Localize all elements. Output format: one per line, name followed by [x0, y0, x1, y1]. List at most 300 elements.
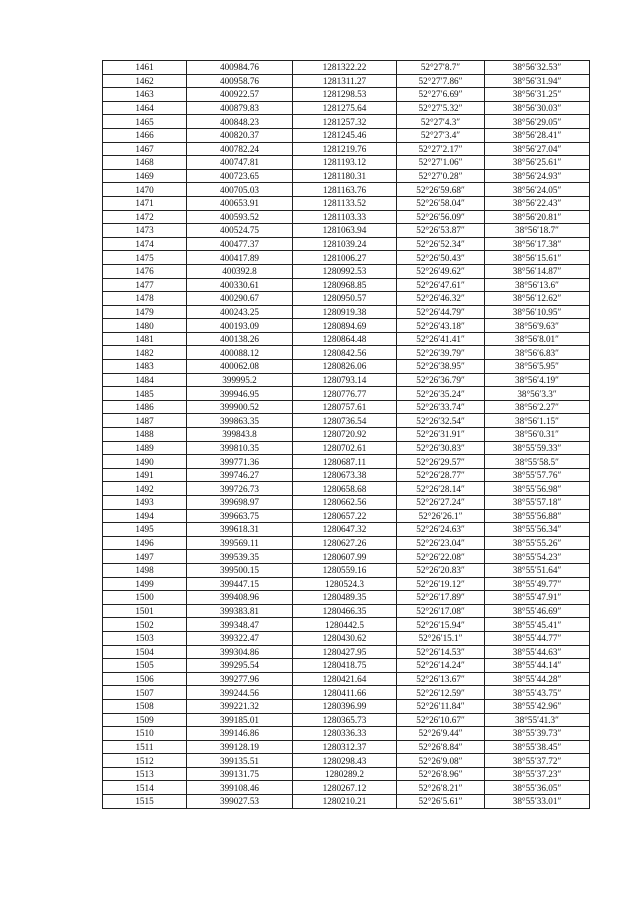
latitude-cell: 52°26′47.61″	[397, 278, 485, 292]
y-coordinate-cell: 1281219.76	[293, 142, 397, 156]
longitude-cell: 38°56′2.27″	[485, 400, 590, 414]
table-row	[103, 672, 590, 686]
point-number-cell: 1484	[103, 373, 187, 387]
point-number-cell: 1510	[103, 727, 187, 741]
longitude-cell: 38°55′56.34″	[485, 523, 590, 537]
point-number-cell: 1471	[103, 196, 187, 210]
x-coordinate-cell: 400524.75	[187, 224, 293, 238]
latitude-cell: 52°26′27.24″	[397, 496, 485, 510]
table-row	[103, 482, 590, 496]
point-number-cell: 1506	[103, 672, 187, 686]
x-coordinate-cell: 399128.19	[187, 740, 293, 754]
table-row	[103, 332, 590, 346]
latitude-cell: 52°26′5.61″	[397, 795, 485, 809]
point-number-cell: 1508	[103, 699, 187, 713]
y-coordinate-cell: 1280559.16	[293, 563, 397, 577]
latitude-cell: 52°26′8.21″	[397, 781, 485, 795]
table-row	[103, 618, 590, 632]
point-number-cell: 1514	[103, 781, 187, 795]
x-coordinate-cell: 400392.8	[187, 264, 293, 278]
point-number-cell: 1465	[103, 115, 187, 129]
latitude-cell: 52°26′44.79″	[397, 305, 485, 319]
latitude-cell: 52°26′39.79″	[397, 346, 485, 360]
table-row	[103, 767, 590, 781]
x-coordinate-cell: 399698.97	[187, 496, 293, 510]
latitude-cell: 52°26′52.34″	[397, 237, 485, 251]
x-coordinate-cell: 400723.65	[187, 169, 293, 183]
point-number-cell: 1468	[103, 156, 187, 170]
latitude-cell: 52°26′17.89″	[397, 591, 485, 605]
point-number-cell: 1483	[103, 360, 187, 374]
point-number-cell: 1462	[103, 74, 187, 88]
longitude-cell: 38°55′43.75″	[485, 686, 590, 700]
x-coordinate-cell: 399135.51	[187, 754, 293, 768]
latitude-cell: 52°26′56.09″	[397, 210, 485, 224]
longitude-cell: 38°56′28.41″	[485, 128, 590, 142]
x-coordinate-cell: 400330.61	[187, 278, 293, 292]
longitude-cell: 38°56′4.19″	[485, 373, 590, 387]
table-row	[103, 686, 590, 700]
longitude-cell: 38°56′15.61″	[485, 251, 590, 265]
longitude-cell: 38°55′55.26″	[485, 536, 590, 550]
longitude-cell: 38°56′10.95″	[485, 305, 590, 319]
longitude-cell: 38°55′47.91″	[485, 591, 590, 605]
latitude-cell: 52°27′5.32″	[397, 101, 485, 115]
point-number-cell: 1473	[103, 224, 187, 238]
table-row	[103, 550, 590, 564]
longitude-cell: 38°56′5.95″	[485, 360, 590, 374]
y-coordinate-cell: 1280418.75	[293, 659, 397, 673]
longitude-cell: 38°56′25.61″	[485, 156, 590, 170]
latitude-cell: 52°26′58.04″	[397, 196, 485, 210]
point-number-cell: 1496	[103, 536, 187, 550]
latitude-cell: 52°26′35.24″	[397, 387, 485, 401]
point-number-cell: 1511	[103, 740, 187, 754]
table-row	[103, 645, 590, 659]
x-coordinate-cell: 400193.09	[187, 319, 293, 333]
y-coordinate-cell: 1280687.11	[293, 455, 397, 469]
table-row	[103, 292, 590, 306]
x-coordinate-cell: 399027.53	[187, 795, 293, 809]
table-row	[103, 740, 590, 754]
table-row	[103, 591, 590, 605]
point-number-cell: 1504	[103, 645, 187, 659]
x-coordinate-cell: 399618.31	[187, 523, 293, 537]
latitude-cell: 52°26′53.87″	[397, 224, 485, 238]
table-row	[103, 441, 590, 455]
longitude-cell: 38°55′44.77″	[485, 631, 590, 645]
point-number-cell: 1509	[103, 713, 187, 727]
latitude-cell: 52°26′28.77″	[397, 468, 485, 482]
y-coordinate-cell: 1280826.06	[293, 360, 397, 374]
y-coordinate-cell: 1281257.32	[293, 115, 397, 129]
latitude-cell: 52°26′14.24″	[397, 659, 485, 673]
x-coordinate-cell: 399322.47	[187, 631, 293, 645]
latitude-cell: 52°27′7.86″	[397, 74, 485, 88]
point-number-cell: 1495	[103, 523, 187, 537]
latitude-cell: 52°26′9.08″	[397, 754, 485, 768]
x-coordinate-cell: 400593.52	[187, 210, 293, 224]
longitude-cell: 38°56′29.05″	[485, 115, 590, 129]
x-coordinate-cell: 400782.24	[187, 142, 293, 156]
latitude-cell: 52°26′32.54″	[397, 414, 485, 428]
y-coordinate-cell: 1280267.12	[293, 781, 397, 795]
y-coordinate-cell: 1280427.95	[293, 645, 397, 659]
y-coordinate-cell: 1280607.99	[293, 550, 397, 564]
table-row	[103, 400, 590, 414]
longitude-cell: 38°56′31.25″	[485, 88, 590, 102]
x-coordinate-cell: 399295.54	[187, 659, 293, 673]
x-coordinate-cell: 399746.27	[187, 468, 293, 482]
x-coordinate-cell: 399221.32	[187, 699, 293, 713]
y-coordinate-cell: 1280430.62	[293, 631, 397, 645]
x-coordinate-cell: 400243.25	[187, 305, 293, 319]
table-row	[103, 251, 590, 265]
latitude-cell: 52°27′6.69″	[397, 88, 485, 102]
x-coordinate-cell: 399304.86	[187, 645, 293, 659]
longitude-cell: 38°55′44.28″	[485, 672, 590, 686]
x-coordinate-cell: 400417.89	[187, 251, 293, 265]
table-row	[103, 563, 590, 577]
table-row	[103, 210, 590, 224]
x-coordinate-cell: 399726.73	[187, 482, 293, 496]
y-coordinate-cell: 1280919.38	[293, 305, 397, 319]
x-coordinate-cell: 400958.76	[187, 74, 293, 88]
longitude-cell: 38°56′6.83″	[485, 346, 590, 360]
table-row	[103, 61, 590, 75]
longitude-cell: 38°55′56.98″	[485, 482, 590, 496]
table-row	[103, 414, 590, 428]
table-row	[103, 264, 590, 278]
table-row	[103, 523, 590, 537]
latitude-cell: 52°26′8.96″	[397, 767, 485, 781]
table-row	[103, 387, 590, 401]
longitude-cell: 38°55′38.45″	[485, 740, 590, 754]
latitude-cell: 52°26′43.18″	[397, 319, 485, 333]
y-coordinate-cell: 1280864.48	[293, 332, 397, 346]
longitude-cell: 38°55′58.5″	[485, 455, 590, 469]
point-number-cell: 1501	[103, 604, 187, 618]
table-row	[103, 128, 590, 142]
y-coordinate-cell: 1280647.32	[293, 523, 397, 537]
longitude-cell: 38°55′54.23″	[485, 550, 590, 564]
point-number-cell: 1463	[103, 88, 187, 102]
y-coordinate-cell: 1281298.53	[293, 88, 397, 102]
y-coordinate-cell: 1280298.43	[293, 754, 397, 768]
point-number-cell: 1487	[103, 414, 187, 428]
y-coordinate-cell: 1280968.85	[293, 278, 397, 292]
x-coordinate-cell: 399843.8	[187, 428, 293, 442]
latitude-cell: 52°26′38.95″	[397, 360, 485, 374]
x-coordinate-cell: 399569.11	[187, 536, 293, 550]
latitude-cell: 52°26′13.67″	[397, 672, 485, 686]
longitude-cell: 38°55′44.14″	[485, 659, 590, 673]
table-row	[103, 713, 590, 727]
y-coordinate-cell: 1280627.26	[293, 536, 397, 550]
longitude-cell: 38°56′12.62″	[485, 292, 590, 306]
longitude-cell: 38°56′24.93″	[485, 169, 590, 183]
latitude-cell: 52°27′4.3″	[397, 115, 485, 129]
latitude-cell: 52°26′15.1″	[397, 631, 485, 645]
longitude-cell: 38°55′37.23″	[485, 767, 590, 781]
latitude-cell: 52°26′31.91″	[397, 428, 485, 442]
point-number-cell: 1499	[103, 577, 187, 591]
point-number-cell: 1512	[103, 754, 187, 768]
y-coordinate-cell: 1280442.5	[293, 618, 397, 632]
table-row	[103, 183, 590, 197]
latitude-cell: 52°27′8.7″	[397, 61, 485, 75]
table-row	[103, 346, 590, 360]
latitude-cell: 52°26′26.1″	[397, 509, 485, 523]
table-row	[103, 224, 590, 238]
x-coordinate-cell: 399277.96	[187, 672, 293, 686]
point-number-cell: 1467	[103, 142, 187, 156]
y-coordinate-cell: 1281063.94	[293, 224, 397, 238]
longitude-cell: 38°55′41.3″	[485, 713, 590, 727]
latitude-cell: 52°27′1.06″	[397, 156, 485, 170]
table-row	[103, 509, 590, 523]
table-row	[103, 604, 590, 618]
latitude-cell: 52°27′2.17″	[397, 142, 485, 156]
y-coordinate-cell: 1280894.69	[293, 319, 397, 333]
longitude-cell: 38°56′22.43″	[485, 196, 590, 210]
table-row	[103, 754, 590, 768]
x-coordinate-cell: 400062.08	[187, 360, 293, 374]
x-coordinate-cell: 400922.57	[187, 88, 293, 102]
table-row	[103, 319, 590, 333]
x-coordinate-cell: 399771.36	[187, 455, 293, 469]
x-coordinate-cell: 400290.67	[187, 292, 293, 306]
table-row	[103, 496, 590, 510]
y-coordinate-cell: 1280524.3	[293, 577, 397, 591]
y-coordinate-cell: 1280658.68	[293, 482, 397, 496]
y-coordinate-cell: 1280776.77	[293, 387, 397, 401]
x-coordinate-cell: 399131.75	[187, 767, 293, 781]
longitude-cell: 38°55′44.63″	[485, 645, 590, 659]
longitude-cell: 38°55′45.41″	[485, 618, 590, 632]
longitude-cell: 38°55′59.33″	[485, 441, 590, 455]
x-coordinate-cell: 400747.81	[187, 156, 293, 170]
x-coordinate-cell: 399146.86	[187, 727, 293, 741]
y-coordinate-cell: 1281245.46	[293, 128, 397, 142]
y-coordinate-cell: 1280210.21	[293, 795, 397, 809]
latitude-cell: 52°26′24.63″	[397, 523, 485, 537]
x-coordinate-cell: 399348.47	[187, 618, 293, 632]
longitude-cell: 38°55′56.88″	[485, 509, 590, 523]
point-number-cell: 1469	[103, 169, 187, 183]
x-coordinate-cell: 399244.56	[187, 686, 293, 700]
table-row	[103, 142, 590, 156]
x-coordinate-cell: 400820.37	[187, 128, 293, 142]
x-coordinate-cell: 399108.46	[187, 781, 293, 795]
y-coordinate-cell: 1280657.22	[293, 509, 397, 523]
y-coordinate-cell: 1280312.37	[293, 740, 397, 754]
longitude-cell: 38°55′39.73″	[485, 727, 590, 741]
point-number-cell: 1479	[103, 305, 187, 319]
latitude-cell: 52°26′29.57″	[397, 455, 485, 469]
latitude-cell: 52°26′36.79″	[397, 373, 485, 387]
x-coordinate-cell: 400879.83	[187, 101, 293, 115]
point-number-cell: 1488	[103, 428, 187, 442]
coordinates-table-body	[103, 61, 590, 809]
point-number-cell: 1477	[103, 278, 187, 292]
y-coordinate-cell: 1280673.38	[293, 468, 397, 482]
x-coordinate-cell: 399900.52	[187, 400, 293, 414]
table-row	[103, 373, 590, 387]
x-coordinate-cell: 399185.01	[187, 713, 293, 727]
latitude-cell: 52°26′9.44″	[397, 727, 485, 741]
y-coordinate-cell: 1280662.56	[293, 496, 397, 510]
latitude-cell: 52°26′41.41″	[397, 332, 485, 346]
point-number-cell: 1490	[103, 455, 187, 469]
table-row	[103, 468, 590, 482]
x-coordinate-cell: 399946.95	[187, 387, 293, 401]
point-number-cell: 1492	[103, 482, 187, 496]
table-row	[103, 74, 590, 88]
x-coordinate-cell: 400477.37	[187, 237, 293, 251]
longitude-cell: 38°56′20.81″	[485, 210, 590, 224]
y-coordinate-cell: 1281311.27	[293, 74, 397, 88]
y-coordinate-cell: 1280365.73	[293, 713, 397, 727]
y-coordinate-cell: 1280736.54	[293, 414, 397, 428]
latitude-cell: 52°26′33.74″	[397, 400, 485, 414]
x-coordinate-cell: 399408.96	[187, 591, 293, 605]
latitude-cell: 52°26′8.84″	[397, 740, 485, 754]
table-row	[103, 536, 590, 550]
longitude-cell: 38°56′8.01″	[485, 332, 590, 346]
latitude-cell: 52°26′28.14″	[397, 482, 485, 496]
x-coordinate-cell: 399810.35	[187, 441, 293, 455]
table-row	[103, 88, 590, 102]
longitude-cell: 38°56′13.6″	[485, 278, 590, 292]
latitude-cell: 52°27′3.4″	[397, 128, 485, 142]
y-coordinate-cell: 1280396.99	[293, 699, 397, 713]
x-coordinate-cell: 399447.15	[187, 577, 293, 591]
table-row	[103, 278, 590, 292]
point-number-cell: 1491	[103, 468, 187, 482]
point-number-cell: 1475	[103, 251, 187, 265]
y-coordinate-cell: 1280421.64	[293, 672, 397, 686]
longitude-cell: 38°56′18.7″	[485, 224, 590, 238]
longitude-cell: 38°56′0.31″	[485, 428, 590, 442]
x-coordinate-cell: 400088.12	[187, 346, 293, 360]
x-coordinate-cell: 400848.23	[187, 115, 293, 129]
latitude-cell: 52°26′15.94″	[397, 618, 485, 632]
point-number-cell: 1502	[103, 618, 187, 632]
longitude-cell: 38°56′3.3″	[485, 387, 590, 401]
coordinates-table	[102, 60, 590, 809]
y-coordinate-cell: 1280489.35	[293, 591, 397, 605]
latitude-cell: 52°26′17.08″	[397, 604, 485, 618]
point-number-cell: 1464	[103, 101, 187, 115]
y-coordinate-cell: 1281163.76	[293, 183, 397, 197]
y-coordinate-cell: 1280411.66	[293, 686, 397, 700]
table-row	[103, 237, 590, 251]
longitude-cell: 38°56′14.87″	[485, 264, 590, 278]
y-coordinate-cell: 1281322.22	[293, 61, 397, 75]
longitude-cell: 38°56′31.94″	[485, 74, 590, 88]
point-number-cell: 1472	[103, 210, 187, 224]
table-row	[103, 156, 590, 170]
table-row	[103, 455, 590, 469]
longitude-cell: 38°55′42.96″	[485, 699, 590, 713]
point-number-cell: 1503	[103, 631, 187, 645]
longitude-cell: 38°55′57.18″	[485, 496, 590, 510]
point-number-cell: 1507	[103, 686, 187, 700]
x-coordinate-cell: 399663.75	[187, 509, 293, 523]
table-row	[103, 101, 590, 115]
point-number-cell: 1485	[103, 387, 187, 401]
table-row	[103, 781, 590, 795]
table-row	[103, 169, 590, 183]
longitude-cell: 38°56′30.03″	[485, 101, 590, 115]
point-number-cell: 1466	[103, 128, 187, 142]
longitude-cell: 38°55′37.72″	[485, 754, 590, 768]
longitude-cell: 38°55′57.76″	[485, 468, 590, 482]
longitude-cell: 38°56′24.05″	[485, 183, 590, 197]
table-row	[103, 795, 590, 809]
y-coordinate-cell: 1280757.61	[293, 400, 397, 414]
y-coordinate-cell: 1281193.12	[293, 156, 397, 170]
table-row	[103, 699, 590, 713]
y-coordinate-cell: 1280793.14	[293, 373, 397, 387]
latitude-cell: 52°27′0.28″	[397, 169, 485, 183]
latitude-cell: 52°26′22.08″	[397, 550, 485, 564]
latitude-cell: 52°26′11.84″	[397, 699, 485, 713]
longitude-cell: 38°55′49.77″	[485, 577, 590, 591]
latitude-cell: 52°26′59.68″	[397, 183, 485, 197]
point-number-cell: 1461	[103, 61, 187, 75]
x-coordinate-cell: 400653.91	[187, 196, 293, 210]
latitude-cell: 52°26′19.12″	[397, 577, 485, 591]
table-row	[103, 631, 590, 645]
point-number-cell: 1476	[103, 264, 187, 278]
y-coordinate-cell: 1280336.33	[293, 727, 397, 741]
latitude-cell: 52°26′10.67″	[397, 713, 485, 727]
point-number-cell: 1497	[103, 550, 187, 564]
longitude-cell: 38°55′46.69″	[485, 604, 590, 618]
point-number-cell: 1478	[103, 292, 187, 306]
longitude-cell: 38°56′27.04″	[485, 142, 590, 156]
table-row	[103, 305, 590, 319]
y-coordinate-cell: 1280720.92	[293, 428, 397, 442]
y-coordinate-cell: 1280702.61	[293, 441, 397, 455]
y-coordinate-cell: 1280466.35	[293, 604, 397, 618]
latitude-cell: 52°26′20.83″	[397, 563, 485, 577]
longitude-cell: 38°56′32.53″	[485, 61, 590, 75]
point-number-cell: 1489	[103, 441, 187, 455]
x-coordinate-cell: 399500.15	[187, 563, 293, 577]
x-coordinate-cell: 400138.26	[187, 332, 293, 346]
point-number-cell: 1505	[103, 659, 187, 673]
x-coordinate-cell: 399383.81	[187, 604, 293, 618]
y-coordinate-cell: 1281039.24	[293, 237, 397, 251]
latitude-cell: 52°26′50.43″	[397, 251, 485, 265]
point-number-cell: 1480	[103, 319, 187, 333]
y-coordinate-cell: 1280289.2	[293, 767, 397, 781]
point-number-cell: 1474	[103, 237, 187, 251]
latitude-cell: 52°26′30.83″	[397, 441, 485, 455]
x-coordinate-cell: 399995.2	[187, 373, 293, 387]
table-row	[103, 727, 590, 741]
x-coordinate-cell: 399539.35	[187, 550, 293, 564]
longitude-cell: 38°56′17.38″	[485, 237, 590, 251]
point-number-cell: 1481	[103, 332, 187, 346]
latitude-cell: 52°26′46.32″	[397, 292, 485, 306]
longitude-cell: 38°56′9.63″	[485, 319, 590, 333]
longitude-cell: 38°55′33.01″	[485, 795, 590, 809]
latitude-cell: 52°26′12.59″	[397, 686, 485, 700]
